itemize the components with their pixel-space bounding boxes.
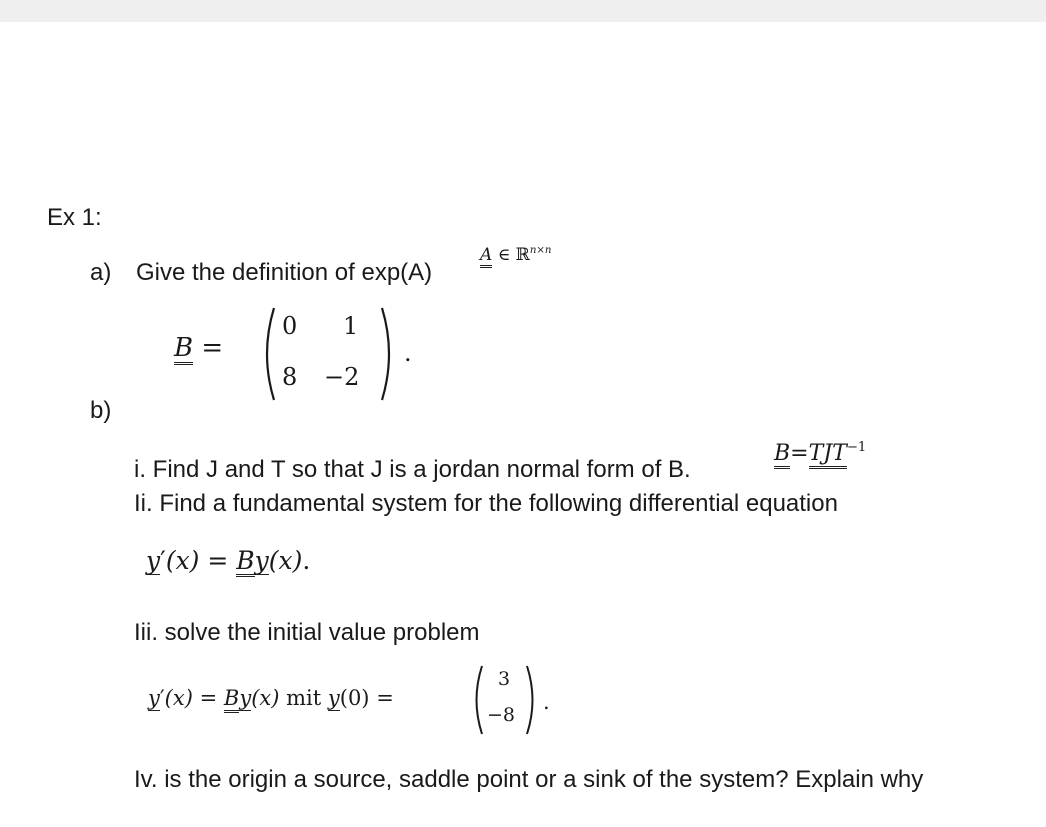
part-b-label: b) [90, 397, 112, 424]
matrix-left-paren [258, 306, 278, 402]
vector-entry-1: 3 [498, 668, 511, 690]
ivp-equals2: = [376, 686, 394, 710]
eq-b-symbol: B [774, 443, 790, 469]
ivp-mit: mit [286, 686, 322, 710]
eq-j-symbol: J [823, 441, 833, 467]
de-y-symbol: y [146, 546, 161, 575]
item-iii-text: Iii. solve the initial value problem [134, 619, 480, 646]
dimension-superscript: n×n [529, 245, 552, 256]
ivp-equation [148, 686, 394, 713]
matrix-b-equals: = [201, 333, 224, 363]
eq-inverse-exponent: −1 [846, 440, 867, 455]
ivp-arg: (x) [164, 686, 193, 710]
ivp-arg2: (x) [251, 686, 280, 710]
item-iv-text: Iv. is the origin a source, saddle point or a sink of the system? Explain why [134, 766, 924, 793]
de-end: . [302, 546, 311, 575]
matrix-cell-21: 8 [282, 363, 298, 391]
matrix-trailing-dot: . [404, 339, 412, 367]
matrix-b-symbol: B [174, 333, 194, 363]
element-of-symbol: ∈ [497, 245, 511, 266]
vector-right-paren [523, 664, 539, 736]
de-b-symbol: B [236, 546, 255, 575]
de-y2-symbol: y [254, 546, 269, 575]
real-numbers-symbol: ℝ [515, 245, 530, 266]
matrix-a-symbol: A [480, 247, 492, 268]
top-bar [0, 0, 1046, 22]
exercise-title: Ex 1: [47, 204, 102, 231]
de-arg2: (x) [268, 546, 303, 575]
ivp-arg3: (0) [339, 686, 370, 710]
de-arg: (x) [165, 546, 200, 575]
eq-equals: = [790, 441, 809, 467]
vector-left-paren [470, 664, 486, 736]
ivp-prime: ′ [159, 686, 165, 710]
eq-tjt-group [809, 443, 847, 469]
matrix-cell-22: −2 [324, 363, 360, 391]
matrix-cell-12: 1 [343, 312, 359, 340]
matrix-right-paren [378, 306, 398, 402]
item-i-text: i. Find J and T so that J is a jordan normal form of B. [134, 456, 691, 483]
ivp-y0-symbol: y [327, 686, 340, 710]
eq-t-symbol: T [808, 441, 824, 467]
differential-equation [146, 546, 310, 577]
vector-entry-2: −8 [487, 704, 516, 726]
ivp-y-symbol: y [148, 686, 160, 710]
item-ii-text: Ii. Find a fundamental system for the following differential equation [134, 490, 838, 517]
matrix-cell-11: 0 [282, 312, 298, 340]
de-prime: ′ [160, 546, 166, 575]
part-a-label: a) [90, 259, 112, 286]
matrix-space-formula [480, 245, 552, 268]
eq-t2-symbol: T [832, 441, 847, 467]
jordan-decomposition-formula [774, 440, 866, 469]
matrix-b-lhs [174, 333, 223, 365]
ivp-end-dot: . [543, 690, 550, 714]
part-a-text: Give the definition of exp(A) [136, 259, 433, 286]
ivp-y2-symbol: y [239, 686, 252, 710]
ivp-b-symbol: B [224, 688, 239, 713]
ivp-equals: = [199, 686, 218, 710]
de-equals: = [207, 546, 229, 575]
